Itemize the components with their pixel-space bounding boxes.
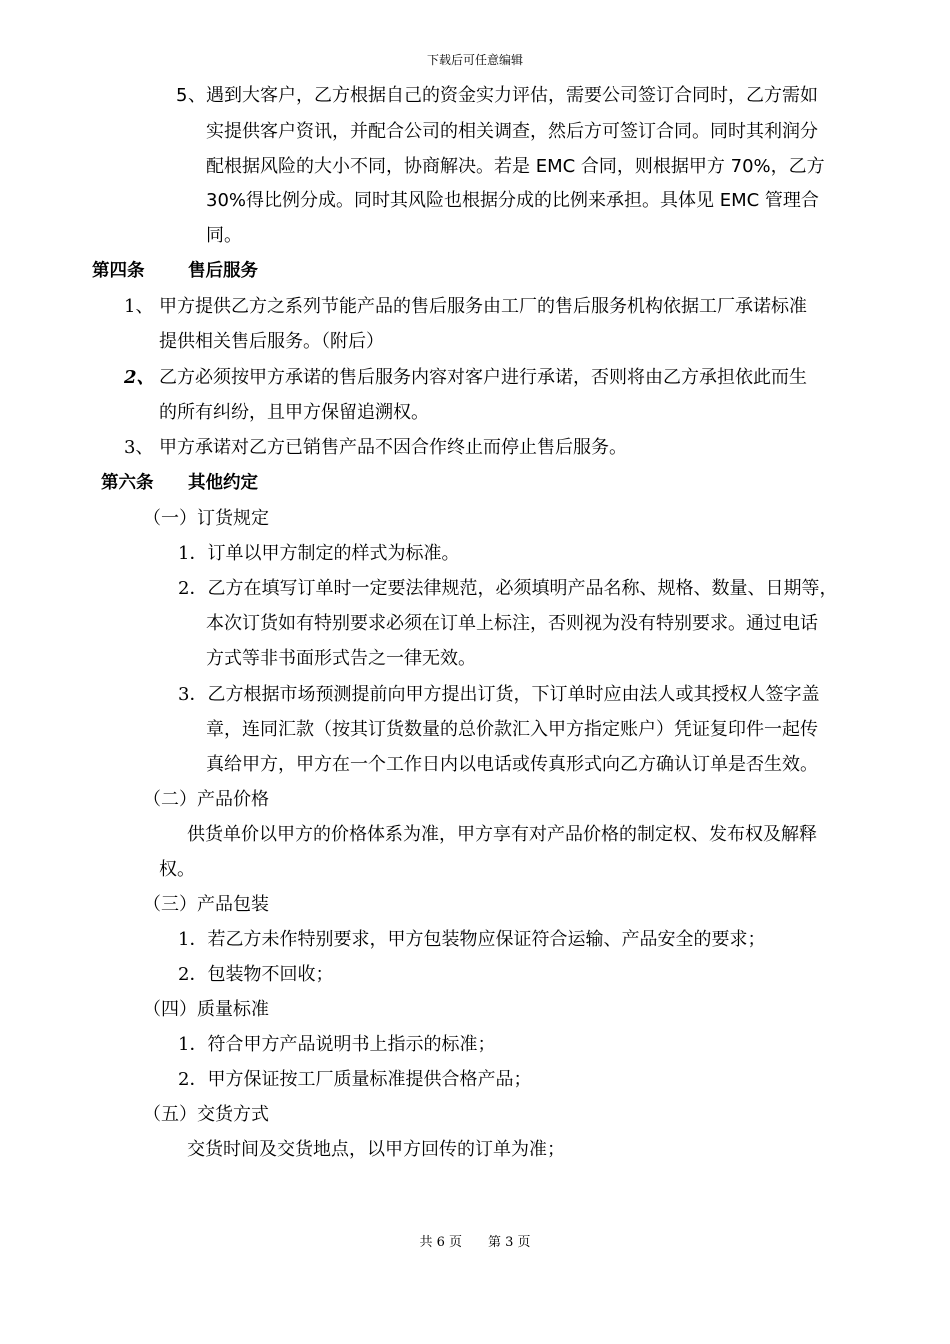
section-title: （三）产品包装	[143, 894, 269, 915]
section-title: （二）产品价格	[143, 789, 269, 810]
item-number: 2、	[124, 367, 155, 388]
paragraph-line: 章，连同汇款（按其订货数量的总价款汇入甲方指定账户）凭证复印件一起传	[206, 719, 818, 740]
paragraph-line: 本次订货如有特别要求必须在订单上标注，否则视为没有特别要求。通过电话	[206, 613, 818, 634]
item-number: 1、	[124, 296, 154, 317]
paragraph-line: 30%得比例分成。同时其风险也根据分成的比例来承担。具体见 EMC 管理合	[206, 190, 819, 211]
article-number: 第四条	[92, 261, 145, 281]
paragraph-line: 2．包装物不回收；	[178, 964, 334, 985]
paragraph-line: 1．若乙方未作特别要求，甲方包装物应保证符合运输、产品安全的要求；	[178, 929, 766, 950]
paragraph-line: 真给甲方，甲方在一个工作日内以电话或传真形式向乙方确认订单是否生效。	[206, 754, 818, 775]
paragraph-line: 2．乙方在填写订单时一定要法律规范，必须填明产品名称、规格、数量、日期等，	[178, 578, 838, 599]
page-footer	[0, 1234, 950, 1252]
paragraph-line: 1．订单以甲方制定的样式为标准。	[178, 543, 460, 564]
item-number: 3、	[124, 437, 154, 458]
paragraph-line: 同。	[206, 225, 242, 246]
paragraph-line: 2．甲方保证按工厂质量标准提供合格产品；	[178, 1069, 532, 1090]
page-number: 第 3 页	[488, 1235, 531, 1250]
paragraph-line: 配根据风险的大小不同，协商解决。若是 EMC 合同，则根据甲方 70%，乙方	[206, 156, 825, 177]
section-title: （一）订货规定	[143, 508, 269, 529]
paragraph-line: 提供相关售后服务。（附后）	[159, 331, 384, 352]
paragraph-line: 乙方必须按甲方承诺的售后服务内容对客户进行承诺，否则将由乙方承担依此而生	[159, 367, 807, 388]
section-title: （五）交货方式	[143, 1104, 269, 1125]
paragraph-line: 的所有纠纷，且甲方保留追溯权。	[159, 402, 429, 423]
article-title: 售后服务	[188, 261, 258, 281]
item-number: 5	[176, 85, 188, 106]
paragraph-line: 甲方承诺对乙方已销售产品不因合作终止而停止售后服务。	[159, 437, 627, 458]
page-header: 下载后可任意编辑	[426, 53, 523, 67]
paragraph-line: 交货时间及交货地点，以甲方回传的订单为准；	[187, 1139, 565, 1160]
total-pages: 共 6 页	[419, 1235, 462, 1250]
paragraph-line: 甲方提供乙方之系列节能产品的售后服务由工厂的售后服务机构依据工厂承诺标准	[159, 296, 807, 317]
section-title: （四）质量标准	[143, 999, 269, 1020]
article-number: 第六条	[101, 473, 154, 493]
paragraph-line: 方式等非书面形式告之一律无效。	[206, 648, 476, 669]
article-title: 其他约定	[188, 473, 258, 493]
paragraph-line: 3．乙方根据市场预测提前向甲方提出订货，下订单时应由法人或其授权人签字盖	[178, 684, 820, 705]
paragraph-line: 1．符合甲方产品说明书上指示的标准；	[178, 1034, 496, 1055]
paragraph-line: 、遇到大客户，乙方根据自己的资金实力评估，需要公司签订合同时，乙方需如	[188, 85, 818, 106]
paragraph-line: 实提供客户资讯，并配合公司的相关调查，然后方可签订合同。同时其利润分	[206, 121, 818, 142]
paragraph-line: 权。	[159, 859, 195, 880]
paragraph-line: 供货单价以甲方的价格体系为准，甲方享有对产品价格的制定权、发布权及解释	[187, 824, 817, 845]
